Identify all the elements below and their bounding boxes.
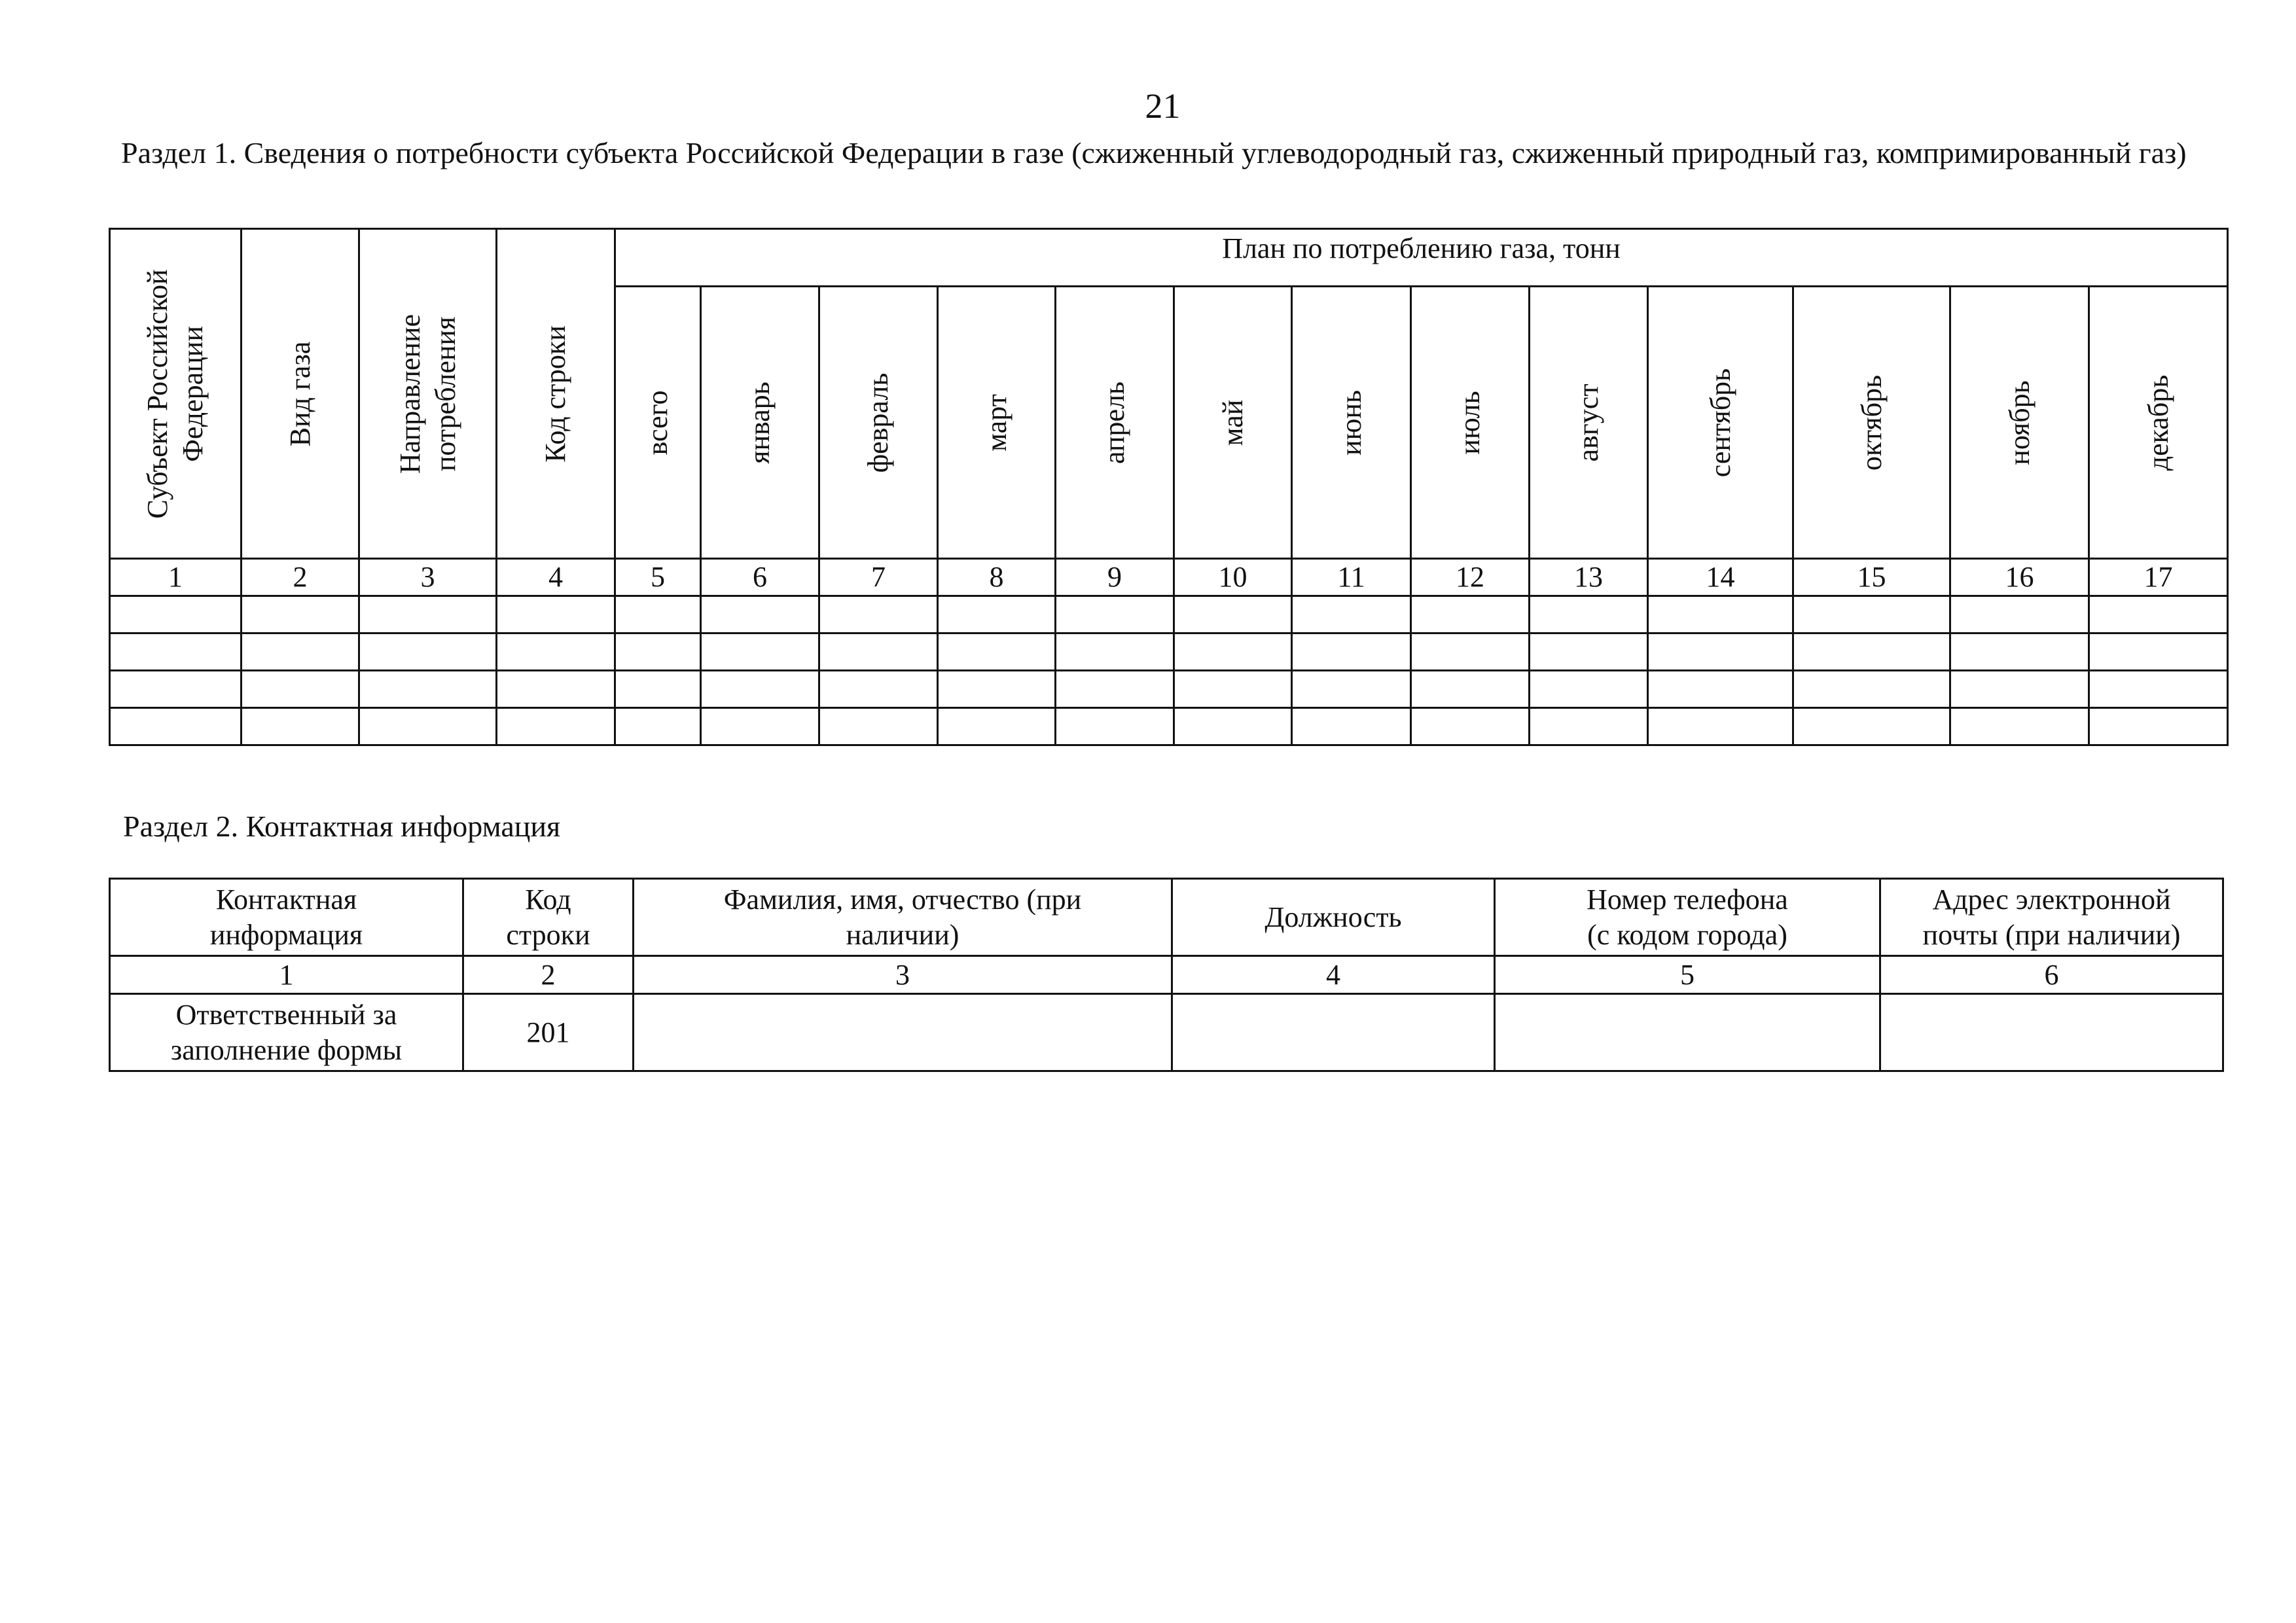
header-direction: Направление потребления [359,229,497,559]
table-cell [701,596,819,633]
header-plan-column [1950,287,2089,559]
table-cell [359,671,497,708]
header-plan-column-label: июль [1454,390,1486,455]
column-number: 10 [1174,559,1292,596]
column-number: 13 [1530,559,1648,596]
column-number: 16 [1950,559,2089,596]
contact-phone-cell [1495,994,1880,1071]
header-plan-column [819,287,938,559]
table-cell [359,708,497,745]
column-number: 4 [497,559,615,596]
column-number: 6 [701,559,819,596]
table-cell [938,671,1056,708]
gas-consumption-plan-table [109,228,2229,746]
table-cell [1648,708,1793,745]
table-cell [1174,633,1292,671]
section-2-title: Раздел 2. Контактная информация [123,810,561,843]
table-cell [1056,671,1174,708]
table-cell [615,633,701,671]
table-cell [1648,596,1793,633]
table-cell [242,708,359,745]
column-number: 11 [1292,559,1411,596]
column-number: 3 [634,956,1172,994]
column-number: 15 [1793,559,1950,596]
column-number: 8 [938,559,1056,596]
table-cell [1056,708,1174,745]
header-plan-column [1174,287,1292,559]
contact-contact-info-cell: Ответственный за заполнение формы [110,994,463,1071]
table-cell [615,671,701,708]
table-cell [1793,671,1950,708]
column-number: 17 [2089,559,2228,596]
table-cell [2089,671,2228,708]
table-cell [1174,671,1292,708]
table-cell [1411,671,1530,708]
header-plan-column [2089,287,2228,559]
column-number: 4 [1172,956,1495,994]
table-cell [1530,708,1648,745]
header-plan-column [701,287,819,559]
table-cell [242,633,359,671]
table-cell [1793,708,1950,745]
table-cell [1648,633,1793,671]
contact-email-cell [1880,994,2223,1071]
page-number: 21 [1145,86,1181,126]
header-plan-column [1793,287,1950,559]
table-cell [701,708,819,745]
header-subject: Субъект Российской Федерации [110,229,242,559]
table-cell [2089,596,2228,633]
header-plan-column [1411,287,1530,559]
column-number: 14 [1648,559,1793,596]
header-plan-column-label: апрель [1098,381,1130,464]
column-number: 7 [819,559,938,596]
column-number: 1 [110,559,242,596]
table-cell [1056,633,1174,671]
table-cell [1411,633,1530,671]
table-cell [1292,671,1411,708]
table-cell [819,596,938,633]
header-plan-column-label: октябрь [1855,374,1888,471]
table-cell [615,708,701,745]
table-row [110,596,2228,633]
table-cell [497,671,615,708]
header-plan-column-label: декабрь [2142,374,2174,471]
header-plan-column [1292,287,1411,559]
table-cell [1950,708,2089,745]
table-cell [110,671,242,708]
section-1-title: Раздел 1. Сведения о потребности субъекта Российской Федерации в газе (сжиженный углеводородный газ, сжиженный природный газ, компримированный газ) [121,136,2187,169]
header-plan-column-label: июнь [1335,389,1367,455]
column-number: 1 [110,956,463,994]
table-row [110,633,2228,671]
header-plan-column-label: август [1572,383,1604,462]
table-cell [819,633,938,671]
header-plan-column-label: февраль [862,372,894,473]
column-number: 5 [1495,956,1880,994]
header-plan-column [1648,287,1793,559]
table-cell [497,633,615,671]
table-cell [1950,633,2089,671]
table-cell [1793,633,1950,671]
table-row [110,994,2223,1071]
contact-header-cell: Контактная информация [110,879,463,956]
header-plan-column-label: сентябрь [1704,368,1736,477]
table-cell [1411,708,1530,745]
table-cell [110,708,242,745]
header-plan-column-label: март [980,393,1013,452]
table-cell [1174,596,1292,633]
contact-header-cell: Код строки [463,879,634,956]
table-cell [1292,708,1411,745]
header-plan-column [1530,287,1648,559]
table-cell [1292,633,1411,671]
table-cell [1056,596,1174,633]
header-plan-column-label: ноябрь [2003,380,2036,465]
table-cell [242,596,359,633]
table-cell [1292,596,1411,633]
table-cell [938,596,1056,633]
header-plan-column [1056,287,1174,559]
table-row [110,708,2228,745]
table-cell [359,633,497,671]
table-cell [359,596,497,633]
contact-header-cell: Должность [1172,879,1495,956]
column-number: 2 [242,559,359,596]
contact-header-cell: Номер телефона (с кодом города) [1495,879,1880,956]
contact-header-cell: Фамилия, имя, отчество (при наличии) [634,879,1172,956]
table-cell [110,633,242,671]
column-number: 6 [1880,956,2223,994]
header-plan-column [938,287,1056,559]
header-plan-column-label: всего [641,389,673,455]
header-plan-column-label: январь [744,381,776,464]
table-cell [1411,596,1530,633]
table-cell [2089,633,2228,671]
table-cell [497,708,615,745]
table-cell [615,596,701,633]
table-cell [819,708,938,745]
column-number: 5 [615,559,701,596]
header-plan-column-label: май [1216,399,1249,446]
table-cell [1530,633,1648,671]
contact-row-code-cell: 201 [463,994,634,1071]
table-cell [1174,708,1292,745]
column-number: 3 [359,559,497,596]
header-plan-column [615,287,701,559]
table-cell [1793,596,1950,633]
contact-info-table [109,878,2224,1072]
header-plan-group: План по потреблению газа, тонн [615,229,2228,287]
table-cell [938,708,1056,745]
column-number: 9 [1056,559,1174,596]
header-row-code: Код строки [497,229,615,559]
column-number: 12 [1411,559,1530,596]
table-cell [701,671,819,708]
header-gas-type: Вид газа [242,229,359,559]
table-cell [242,671,359,708]
table-cell [938,633,1056,671]
column-number: 2 [463,956,634,994]
contact-full-name-cell [634,994,1172,1071]
table-cell [1950,671,2089,708]
table-cell [1530,596,1648,633]
table-cell [701,633,819,671]
table-cell [819,671,938,708]
table-cell [1530,671,1648,708]
table-cell [1950,596,2089,633]
contact-header-cell: Адрес электронной почты (при наличии) [1880,879,2223,956]
table-cell [1648,671,1793,708]
contact-position-cell [1172,994,1495,1071]
table-cell [497,596,615,633]
table-cell [110,596,242,633]
table-cell [2089,708,2228,745]
table-row [110,671,2228,708]
